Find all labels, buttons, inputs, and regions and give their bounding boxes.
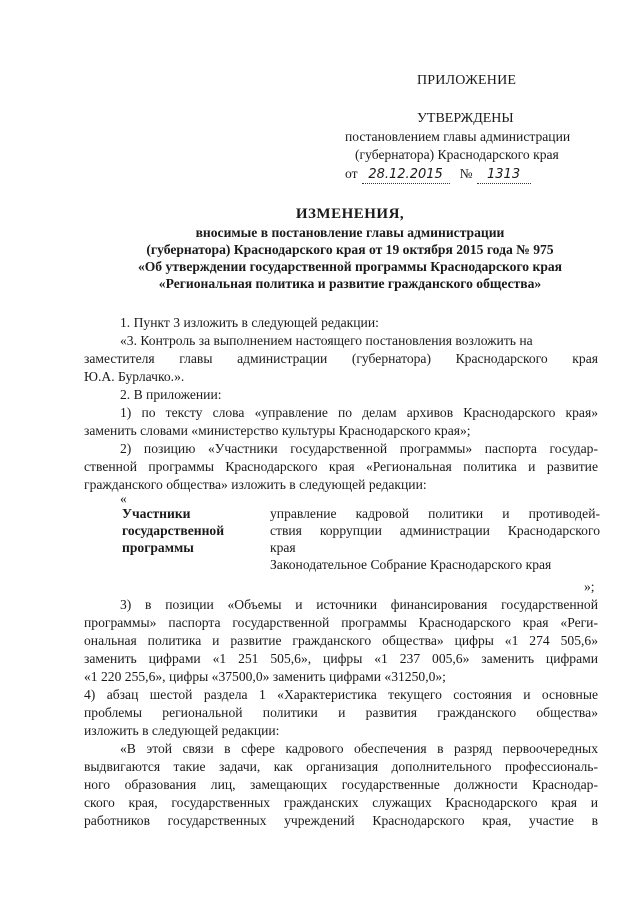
table-value-line-4: Законодательное Собрание Краснодарского края [270,557,552,572]
para-8-line-5: работников государственных учреждений Краснодарского края, участие в [84,813,598,828]
heading-title: ИЗМЕНЕНИЯ, [295,206,405,222]
para-2-line-2: заместителя главы администрации (губернатора) Краснодарского края [84,351,598,366]
para-6-line-1: 3) в позиции «Объемы и источники финансирования государственной [120,597,598,612]
appendix-label: ПРИЛОЖЕНИЕ [417,73,517,88]
para-6-line-5: «1 220 255,6», цифры «37500,0» заменить цифрами «31250,0»; [84,669,446,684]
para-6-line-4: заменить цифрами «1 251 505,6», цифры «1 237 005,6» заменить цифрами [84,651,598,666]
table-value [270,505,600,573]
para-8-line-2: выдвигаются такие задачи, как организация дополнительного профессиональ- [84,759,598,774]
heading-line-3: «Об утверждении государственной программы Краснодарского края [137,259,563,274]
para-1: 1. Пункт 3 изложить в следующей редакции: [120,315,379,330]
para-7-line-2: проблемы региональной политики и развития гражданского общества» [84,705,598,720]
from-label: от [345,166,358,181]
para-4-line-1: 1) по тексту слова «управление по делам архивов Краснодарского края» [120,405,598,420]
number-sign: № [459,166,473,181]
document-heading [80,206,620,292]
approval-line-1: постановлением главы администрации [345,129,571,144]
para-4-line-2: заменить словами «министерство культуры Краснодарского края»; [84,423,471,438]
para-8-line-3: ного образования лиц, замещающих государственные должности Краснодар- [84,777,598,792]
para-8-line-1: «В этой связи в сфере кадрового обеспечения в разряд первоочередных [120,741,598,756]
para-6-line-3: ональная политика и развитие гражданского общества» цифры «1 274 505,6» [84,633,598,648]
para-8-line-4: ского края, государственных гражданских служащих Краснодарского края и [84,795,598,810]
handwritten-date: 28.12.2015 [362,166,450,184]
para-7-line-3: изложить в следующей редакции: [84,723,280,738]
para-5-line-3: гражданского общества» изложить в следующей редакции: [84,477,427,492]
para-5-line-1: 2) позицию «Участники государственной программы» паспорта государ- [120,441,598,456]
table-label-line-2: государственной [122,523,225,538]
para-6-line-2: программы» паспорта государственной программы Краснодарского края «Реги- [84,615,598,630]
table-value-line-2: ствия коррупции администрации Краснодарского [270,523,600,538]
approval-line-2: (губернатора) Краснодарского края [355,147,559,162]
para-2-line-3: Ю.А. Бурлачко.». [84,369,185,384]
table-value-line-3: края [270,540,296,555]
table-label-line-1: Участники [122,506,191,521]
para-7-line-1: 4) абзац шестой раздела 1 «Характеристика текущего состояния и основные [84,687,598,702]
para-2-line-1: «3. Контроль за выполнением настоящего постановления возложить на [120,333,533,348]
table-value-line-1: управление кадровой политики и противодей- [270,506,600,521]
quote-open: « [120,491,127,506]
para-3: 2. В приложении: [120,387,222,402]
heading-line-2: (губернатора) Краснодарского края от 19 октября 2015 года № 975 [146,242,554,257]
quote-close: »; [584,579,595,594]
heading-line-4: «Региональная политика и развитие гражданского общества» [158,276,542,291]
para-5-line-2: ственной программы Краснодарского края «Региональная политика и развитие [84,459,598,474]
approval-date-number-line [345,165,531,184]
handwritten-number: 1313 [477,166,531,184]
approved-label: УТВЕРЖДЕНЫ [417,111,514,126]
table-label [122,505,262,556]
table-label-line-3: программы [122,540,194,555]
heading-line-1: вносимые в постановление главы администрации [195,225,505,240]
